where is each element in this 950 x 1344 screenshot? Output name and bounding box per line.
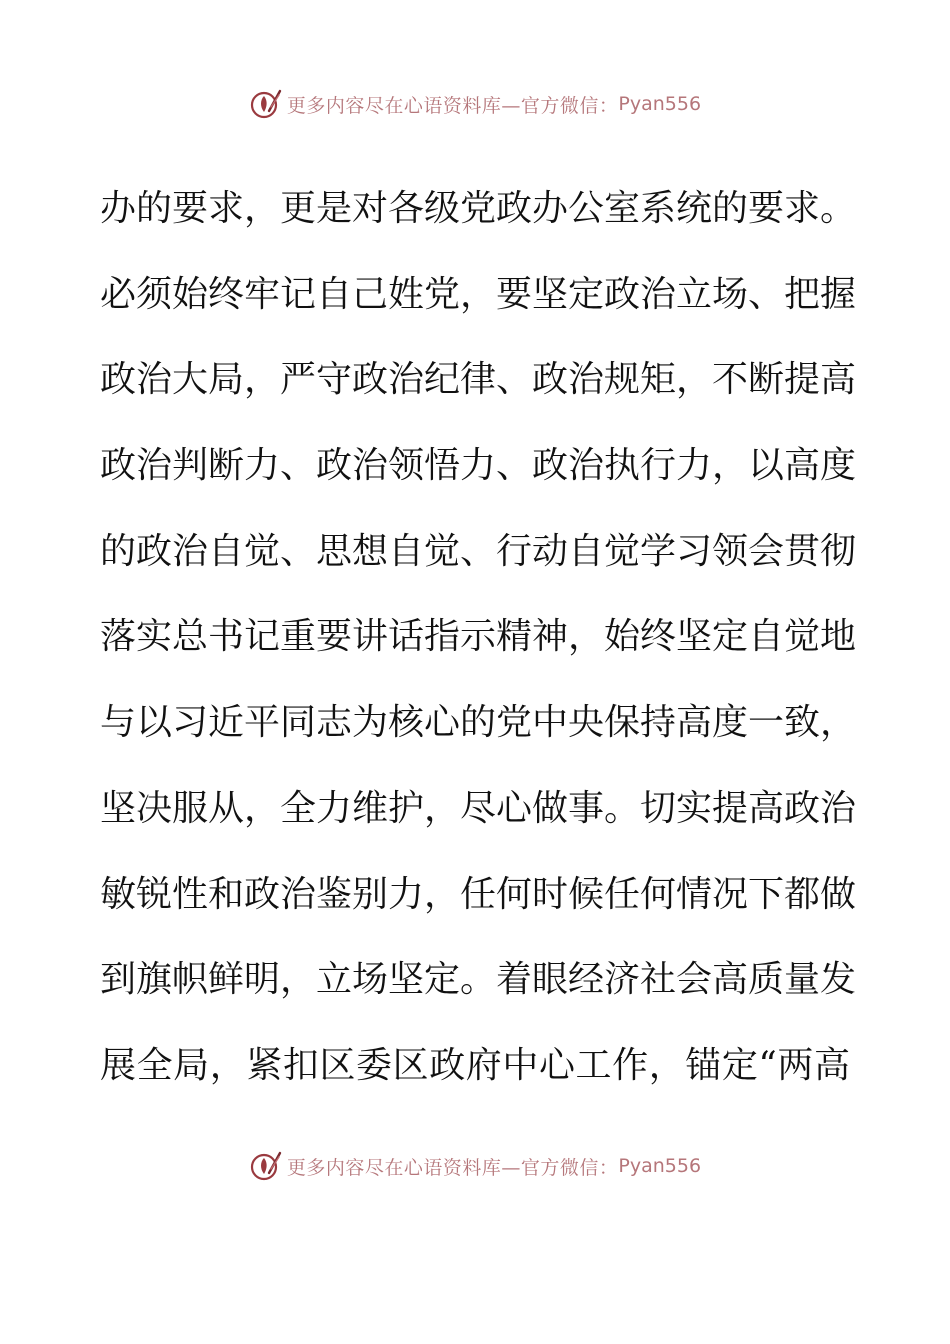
text-line: 到旗帜鲜明，立场坚定。着眼经济社会高质量发: [100, 959, 857, 1001]
footer-watermark: [0, 1146, 950, 1186]
text-line: 坚决服从，全力维护，尽心做事。切实提高政治: [100, 787, 857, 829]
watermark-wechat-id: Pyan556: [618, 93, 702, 115]
text-line: 的政治自觉、思想自觉、行动自觉学习领会贯彻: [100, 530, 857, 572]
text-line: 办的要求，更是对各级党政办公室系统的要求。: [100, 188, 857, 229]
text-line: 落实总书记重要讲话指示精神，始终坚定自觉地: [100, 616, 857, 658]
text-line: 必须始终牢记自己姓党，要坚定政治立场、把握: [100, 273, 857, 315]
text-line: 敏锐性和政治鉴别力，任何时候任何情况下都做: [100, 873, 857, 915]
quill-logo-icon: [249, 1149, 283, 1183]
document-body: [100, 166, 857, 1109]
text-line: 展全局，紧扣区委区政府中心工作，锚定“两高: [100, 1044, 850, 1086]
watermark-wechat-id: Pyan556: [618, 1155, 702, 1177]
watermark-text: 更多内容尽在心语资料库—官方微信：: [286, 1156, 619, 1179]
text-line: 与以习近平同志为核心的党中央保持高度一致，: [100, 702, 857, 744]
watermark-text: 更多内容尽在心语资料库—官方微信：: [286, 94, 619, 117]
text-line: 政治大局，严守政治纪律、政治规矩，不断提高: [100, 359, 857, 401]
header-watermark: [0, 84, 950, 124]
text-line: 政治判断力、政治领悟力、政治执行力，以高度: [100, 445, 857, 487]
quill-logo-icon: [249, 87, 283, 121]
